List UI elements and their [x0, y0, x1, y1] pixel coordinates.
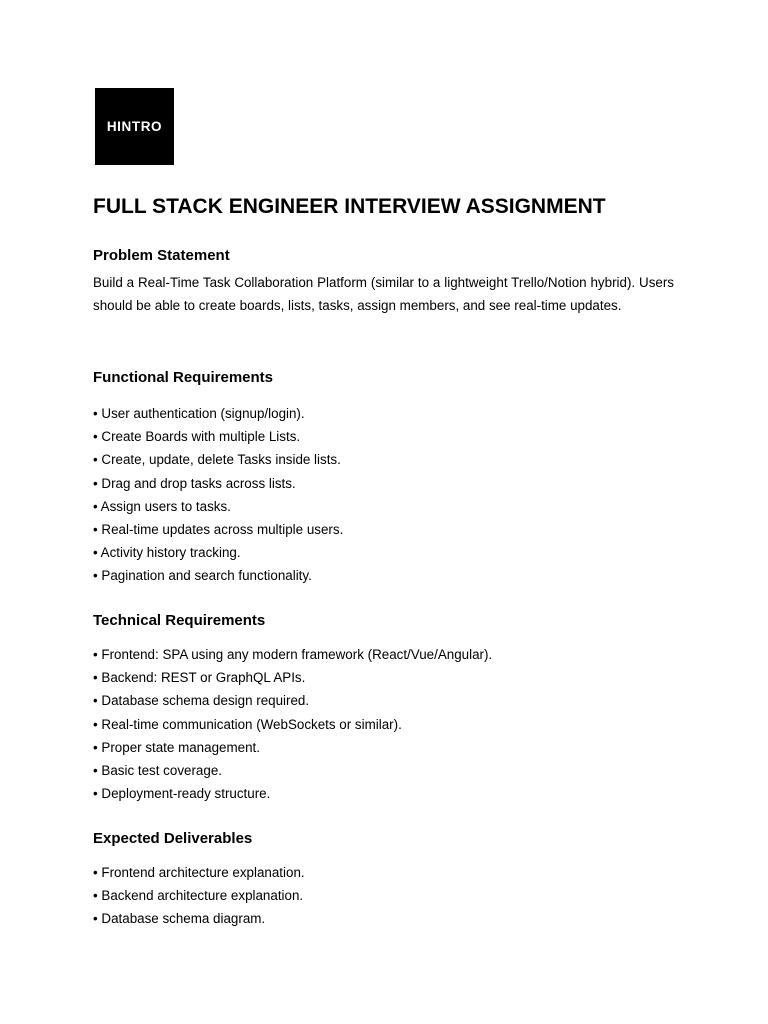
functional-requirements-heading: Functional Requirements [93, 369, 274, 386]
technical-requirements-list [93, 643, 492, 805]
list-item: • Backend architecture explanation. [93, 888, 304, 904]
list-item: • Proper state management. [93, 739, 260, 755]
list-item: • Database schema diagram. [93, 911, 266, 927]
list-item: • Create Boards with multiple Lists. [93, 429, 301, 445]
logo-text: HINTRO [106, 119, 163, 134]
list-item: • Backend: REST or GraphQL APIs. [93, 670, 306, 686]
list-item: • Real-time communication (WebSockets or similar). [93, 716, 402, 732]
list-item: • Drag and drop tasks across lists. [93, 475, 296, 491]
list-item: • Pagination and search functionality. [93, 568, 312, 584]
list-item: • Basic test coverage. [93, 763, 222, 779]
list-item: • Real-time updates across multiple users. [93, 522, 344, 538]
list-item: • Deployment-ready structure. [93, 786, 271, 802]
list-item: • Assign users to tasks. [93, 498, 231, 514]
technical-requirements-heading: Technical Requirements [93, 612, 266, 629]
problem-statement-text: Build a Real-Time Task Collaboration Platform (similar to a lightweight Trello/Notion hybrid). Users should be able to create boards, lists, tasks, assign members, and see real-time updates. [93, 275, 674, 314]
functional-requirements-list [93, 402, 343, 588]
problem-statement-heading: Problem Statement [93, 247, 230, 264]
list-item: • Frontend: SPA using any modern framework (React/Vue/Angular). [93, 647, 493, 662]
expected-deliverables-heading: Expected Deliverables [93, 830, 253, 847]
list-item: • Activity history tracking. [93, 545, 241, 561]
list-item: • Create, update, delete Tasks inside lists. [93, 452, 341, 468]
document-title: FULL STACK ENGINEER INTERVIEW ASSIGNMENT [93, 195, 606, 218]
expected-deliverables-list [93, 861, 305, 931]
list-item: • Frontend architecture explanation. [93, 865, 305, 880]
hintro-logo [95, 88, 174, 165]
list-item: • User authentication (signup/login). [93, 406, 305, 421]
list-item: • Database schema design required. [93, 693, 310, 709]
